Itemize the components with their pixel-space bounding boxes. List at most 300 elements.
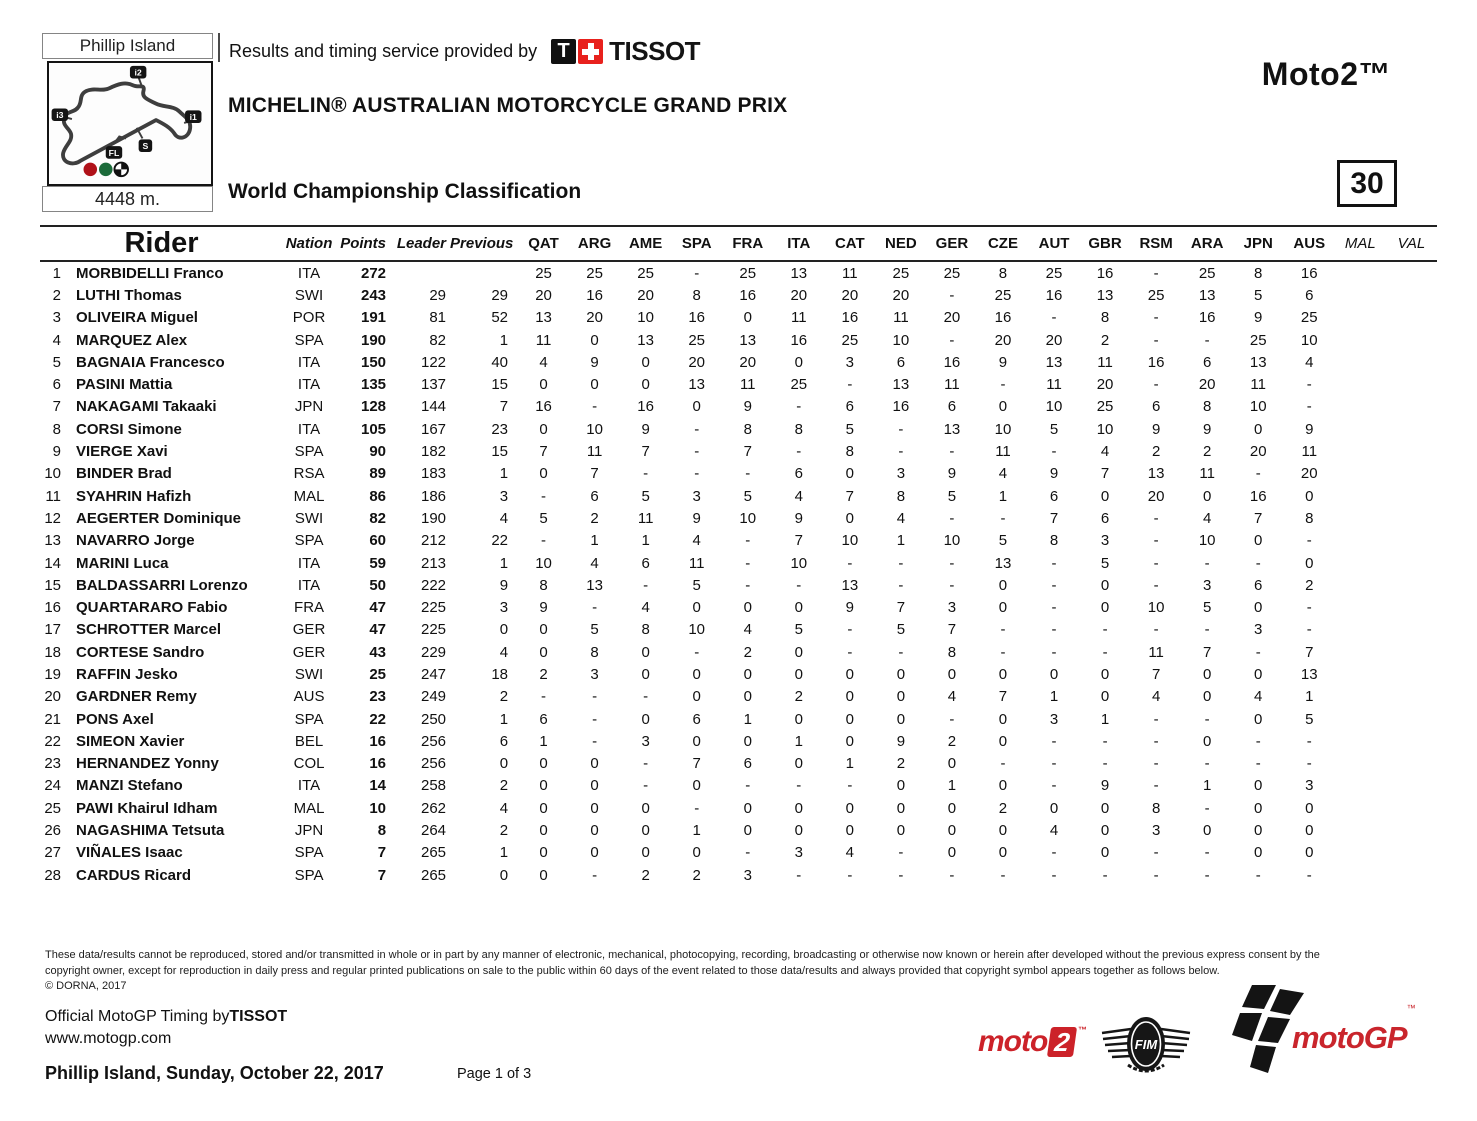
race-points: 20	[790, 286, 808, 304]
gap-to-previous: 7	[499, 398, 509, 416]
gap-to-leader: 262	[421, 799, 447, 817]
red-light-icon	[84, 163, 98, 177]
rider-name: NAKAGAMI Takaaki	[76, 398, 217, 416]
race-points: 25	[1045, 264, 1063, 282]
race-points: 8	[1151, 799, 1161, 817]
race-points: 0	[1254, 532, 1263, 550]
race-points: 0	[845, 799, 854, 817]
race-points: 8	[692, 286, 701, 304]
race-points: 0	[1202, 822, 1212, 840]
race-points: -	[1000, 621, 1006, 639]
gap-to-previous: 2	[499, 688, 509, 706]
rider-points: 243	[361, 286, 387, 304]
rider-points: 135	[361, 376, 387, 394]
race-points	[1386, 574, 1437, 596]
race-points: 4	[1202, 509, 1212, 527]
race-points: 8	[1254, 264, 1263, 282]
rider-position: 4	[52, 331, 61, 349]
race-points: 5	[794, 621, 803, 639]
table-row	[40, 842, 1437, 864]
gap-to-previous: 0	[499, 621, 509, 639]
race-points: -	[1051, 732, 1057, 750]
race-points: 0	[998, 822, 1008, 840]
gap-to-previous: 1	[499, 710, 509, 728]
race-points	[1386, 373, 1437, 395]
race-points: 8	[1202, 398, 1212, 416]
race-points: -	[1153, 309, 1159, 327]
rider-nation: ITA	[297, 264, 321, 282]
rider-nation: ITA	[297, 353, 321, 371]
race-points: -	[1306, 398, 1312, 416]
race-points: 3	[692, 487, 701, 505]
race-points: 25	[688, 331, 706, 349]
race-points: 1	[794, 732, 803, 750]
race-points: 9	[590, 353, 599, 371]
race-points: 13	[841, 576, 859, 594]
race-points: 3	[641, 732, 650, 750]
table-row	[40, 485, 1437, 507]
race-points	[1386, 864, 1437, 886]
race-points: 20	[1045, 331, 1063, 349]
gap-to-previous: 3	[499, 487, 509, 505]
race-points: -	[1051, 621, 1057, 639]
report-title: World Championship Classification	[228, 180, 582, 203]
race-points	[1335, 440, 1386, 462]
race-points: 11	[791, 309, 807, 327]
race-points: 9	[1151, 420, 1161, 438]
race-points: 0	[1254, 420, 1263, 438]
race-points: 0	[692, 688, 701, 706]
race-points: -	[847, 621, 853, 639]
race-points: 0	[896, 688, 906, 706]
race-points	[1335, 641, 1386, 663]
race-points: -	[898, 576, 904, 594]
trademark-symbol: ™	[1077, 1025, 1087, 1035]
gap-to-leader: 82	[429, 331, 447, 349]
race-points: 2	[641, 866, 650, 884]
race-points: 2	[1151, 443, 1161, 461]
race-points: -	[1051, 443, 1057, 461]
race-points: 9	[743, 398, 752, 416]
race-points: 5	[1202, 599, 1212, 617]
table-row	[40, 708, 1437, 730]
race-points	[1335, 753, 1386, 775]
rider-name: PAWI Khairul Idham	[76, 799, 218, 817]
race-points: 25	[892, 264, 910, 282]
race-points	[1386, 708, 1437, 730]
race-points: 0	[896, 777, 906, 795]
race-points	[1386, 619, 1437, 641]
race-points: 8	[947, 643, 957, 661]
race-points	[1335, 530, 1386, 552]
race-points: -	[1153, 509, 1159, 527]
race-points: 7	[1049, 509, 1059, 527]
race-points: 4	[641, 599, 650, 617]
race-points	[1335, 864, 1386, 886]
copyright-line-1: These data/results cannot be reproduced, stored and/or transmitted in whole or in part by any manner of electronic, mechanical, photocopying, recording, broadcasting or otherwise now known or herein after developed without the previous express consent by the	[45, 949, 1320, 961]
race-points: 2	[947, 732, 957, 750]
race-points	[1386, 552, 1437, 574]
fim-logo	[1098, 1013, 1194, 1084]
race-points: -	[796, 777, 802, 795]
race-points: 0	[1254, 665, 1263, 683]
gap-to-leader: 144	[421, 398, 447, 416]
race-points: 0	[794, 353, 803, 371]
race-points: 0	[590, 376, 599, 394]
race-points: 4	[794, 487, 803, 505]
rider-position: 11	[45, 487, 61, 505]
rider-nation: MAL	[293, 487, 325, 505]
race-points: -	[1204, 554, 1210, 572]
race-points: 0	[641, 376, 650, 394]
gap-to-leader: 264	[421, 822, 447, 840]
race-points: 0	[794, 799, 803, 817]
gap-to-leader: 265	[421, 844, 447, 862]
moto2-logo	[978, 1025, 1087, 1059]
race-points: 3	[896, 465, 906, 483]
rider-nation: POR	[292, 309, 326, 327]
race-points: 0	[539, 866, 548, 884]
race-points	[1335, 463, 1386, 485]
race-points: 1	[1100, 710, 1110, 728]
rider-points: 10	[369, 799, 387, 817]
race-points: 0	[1254, 799, 1263, 817]
race-points: 11	[1250, 376, 1266, 394]
race-points: 8	[1049, 532, 1059, 550]
label-finish-line: FL	[108, 147, 120, 158]
race-points: 9	[998, 353, 1008, 371]
race-points: 11	[637, 509, 654, 527]
race-points: 8	[794, 420, 803, 438]
race-points: 0	[1049, 665, 1059, 683]
rider-position: 5	[52, 353, 61, 371]
swiss-cross-icon	[578, 39, 603, 64]
race-points	[1335, 663, 1386, 685]
race-points: 13	[1198, 286, 1216, 304]
race-points: 0	[1202, 732, 1212, 750]
race-points: 25	[1096, 398, 1114, 416]
race-points: -	[898, 844, 904, 862]
race-points: 2	[896, 755, 906, 773]
race-points: -	[847, 376, 853, 394]
gap-to-leader: 29	[429, 286, 447, 304]
race-points: 13	[1249, 353, 1267, 371]
race-points: 2	[1305, 576, 1314, 594]
race-points: 0	[692, 599, 701, 617]
rider-name: CARDUS Ricard	[76, 866, 192, 884]
rider-name: MARQUEZ Alex	[76, 331, 188, 349]
track-map-drawing	[49, 63, 207, 180]
race-points: 7	[1202, 643, 1212, 661]
race-points: -	[1153, 710, 1159, 728]
race-points: 16	[1249, 487, 1267, 505]
rider-nation: ITA	[297, 554, 321, 572]
race-points: 0	[1202, 487, 1212, 505]
rider-position: 19	[44, 665, 61, 683]
rider-position: 12	[44, 509, 61, 527]
rider-name: BAGNAIA Francesco	[76, 353, 225, 371]
race-points: -	[592, 732, 598, 750]
race-points: -	[949, 286, 955, 304]
race-points: 25	[790, 376, 808, 394]
rider-nation: GER	[292, 621, 326, 639]
race-points: 5	[692, 576, 701, 594]
race-points: 1	[641, 532, 650, 550]
race-points: -	[1255, 866, 1261, 884]
race-points: 0	[1254, 822, 1263, 840]
race-points: -	[949, 710, 955, 728]
race-points: 0	[947, 822, 957, 840]
race-points: -	[1153, 755, 1159, 773]
rider-points: 22	[369, 710, 387, 728]
rider-points: 25	[369, 665, 387, 683]
race-points: 11	[688, 554, 705, 572]
race-points: -	[1153, 844, 1159, 862]
tissot-logo	[551, 36, 700, 67]
race-points: 7	[641, 443, 650, 461]
race-points: -	[1306, 732, 1312, 750]
race-points: -	[1102, 643, 1108, 661]
motogp-wordmark: motoGP	[1292, 1020, 1407, 1055]
rider-name: LUTHI Thomas	[76, 286, 182, 304]
race-points: 10	[892, 331, 910, 349]
race-points: -	[1204, 710, 1210, 728]
race-points: 8	[743, 420, 752, 438]
rider-points: 43	[369, 643, 387, 661]
race-points: 11	[944, 376, 960, 394]
rider-position: 13	[44, 532, 61, 550]
race-points: 0	[998, 665, 1008, 683]
race-points: 0	[1100, 576, 1110, 594]
rider-points: 191	[361, 309, 387, 327]
race-points	[1386, 663, 1437, 685]
race-points: -	[745, 576, 751, 594]
race-points: 0	[692, 732, 701, 750]
gap-to-previous: 4	[499, 643, 509, 661]
race-points: -	[898, 443, 904, 461]
rider-name: VIÑALES Isaac	[76, 844, 183, 862]
race-points: -	[1204, 866, 1210, 884]
race-points: 0	[1305, 822, 1314, 840]
race-points	[1386, 842, 1437, 864]
race-points: 8	[641, 621, 650, 639]
race-points: 0	[998, 844, 1008, 862]
table-row	[40, 440, 1437, 462]
race-points: 20	[892, 286, 910, 304]
race-points: -	[592, 688, 598, 706]
race-points: -	[898, 420, 904, 438]
race-points: 0	[845, 465, 854, 483]
race-points: 20	[1300, 465, 1318, 483]
gap-to-previous: 29	[491, 286, 509, 304]
rider-points: 16	[369, 755, 387, 773]
rider-name: PASINI Mattia	[76, 376, 173, 394]
race-points: 0	[1254, 710, 1263, 728]
class-name: Moto2™	[1261, 56, 1391, 92]
race-points: 2	[1202, 443, 1212, 461]
race-points: -	[1306, 532, 1312, 550]
gap-to-leader: 212	[421, 532, 447, 550]
race-points: 25	[1300, 309, 1318, 327]
rider-position: 6	[52, 376, 61, 394]
race-points	[1386, 284, 1437, 306]
race-points: 0	[539, 420, 548, 438]
race-points: 0	[692, 844, 701, 862]
track-map	[47, 61, 213, 186]
race-points: 9	[1254, 309, 1263, 327]
race-points: -	[1255, 732, 1261, 750]
race-points: 3	[743, 866, 752, 884]
rider-points: 272	[361, 264, 387, 282]
race-points	[1386, 641, 1437, 663]
race-points: 20	[637, 286, 654, 304]
race-points: 1	[947, 777, 957, 795]
table-row	[40, 819, 1437, 841]
race-points: 0	[692, 398, 701, 416]
race-points: 4	[896, 509, 906, 527]
race-points: 0	[1049, 799, 1059, 817]
race-points	[1335, 485, 1386, 507]
race-points: 16	[841, 309, 859, 327]
rider-points: 47	[369, 599, 387, 617]
rider-nation: GER	[292, 643, 326, 661]
column-header-arg: ARG	[569, 226, 620, 261]
race-points: 1	[1305, 688, 1314, 706]
race-points: 2	[539, 665, 548, 683]
race-points: 2	[590, 509, 599, 527]
race-points: 5	[998, 532, 1008, 550]
gap-to-leader: 256	[421, 732, 447, 750]
race-points: 13	[1045, 353, 1063, 371]
column-header-ame: AME	[620, 226, 671, 261]
race-points: 4	[998, 465, 1008, 483]
race-points: -	[1153, 554, 1159, 572]
race-points: 0	[743, 665, 752, 683]
rider-points: 60	[369, 532, 387, 550]
race-points: 7	[947, 621, 957, 639]
race-points: 0	[539, 799, 548, 817]
race-points: 3	[1100, 532, 1110, 550]
race-points: 4	[743, 621, 752, 639]
rider-points: 14	[369, 777, 387, 795]
race-points: 20	[994, 331, 1012, 349]
rider-nation: FRA	[294, 599, 325, 617]
race-points: 20	[1198, 376, 1216, 394]
race-points: 25	[994, 286, 1012, 304]
gap-to-previous: 3	[499, 599, 509, 617]
rider-nation: SWI	[294, 509, 324, 527]
rider-points: 128	[361, 398, 387, 416]
rider-name: SIMEON Xavier	[76, 732, 185, 750]
rider-name: SCHROTTER Marcel	[76, 621, 222, 639]
gap-to-previous: 4	[499, 509, 509, 527]
race-points: -	[847, 643, 853, 661]
gap-to-leader: 122	[421, 353, 447, 371]
race-points	[1335, 373, 1386, 395]
race-points	[1335, 284, 1386, 306]
race-points: 0	[590, 799, 599, 817]
race-points: 0	[539, 822, 548, 840]
race-points: 0	[947, 844, 957, 862]
race-points: 11	[1148, 643, 1164, 661]
race-points: 16	[1147, 353, 1165, 371]
race-points: 0	[947, 755, 957, 773]
race-points	[1386, 596, 1437, 618]
race-points: 0	[998, 777, 1008, 795]
rider-name: OLIVEIRA Miguel	[76, 309, 198, 327]
gap-to-previous: 15	[491, 443, 509, 461]
race-points: 6	[794, 465, 803, 483]
table-row	[40, 596, 1437, 618]
rider-nation: JPN	[294, 822, 324, 840]
race-points: 1	[1049, 688, 1059, 706]
rider-position: 25	[44, 799, 61, 817]
rider-name: CORSI Simone	[76, 420, 182, 438]
rider-position: 14	[44, 554, 61, 572]
gap-to-leader: 225	[421, 599, 447, 617]
gap-to-previous: 0	[499, 755, 509, 773]
race-points: 1	[539, 732, 548, 750]
race-points: 6	[947, 398, 957, 416]
race-points: 0	[743, 732, 752, 750]
race-points: 9	[845, 599, 854, 617]
race-points: -	[1000, 755, 1006, 773]
race-points: -	[949, 866, 955, 884]
race-points: 13	[790, 264, 808, 282]
column-header-qat: QAT	[518, 226, 569, 261]
rider-name: BINDER Brad	[76, 465, 172, 483]
race-points: 0	[539, 465, 548, 483]
race-points: 5	[845, 420, 854, 438]
column-header-val: VAL	[1386, 226, 1437, 261]
race-points: -	[1051, 599, 1057, 617]
race-points: 6	[1049, 487, 1059, 505]
gap-to-leader: 186	[421, 487, 447, 505]
race-points: -	[1153, 331, 1159, 349]
race-points: 16	[535, 398, 552, 416]
race-points: -	[1153, 264, 1159, 282]
rider-name: AEGERTER Dominique	[76, 509, 242, 527]
race-points: 25	[1147, 286, 1165, 304]
race-points: 11	[739, 376, 756, 394]
rider-position: 9	[52, 443, 61, 461]
race-points: -	[847, 777, 853, 795]
race-points: 20	[943, 309, 961, 327]
race-points: 16	[637, 398, 654, 416]
race-points	[1386, 440, 1437, 462]
race-points: 25	[739, 264, 757, 282]
race-points: 7	[896, 599, 906, 617]
rider-nation: AUS	[293, 688, 325, 706]
race-points: -	[1255, 554, 1261, 572]
race-points: 0	[794, 822, 803, 840]
race-points: 5	[1100, 554, 1110, 572]
race-points: 13	[1147, 465, 1165, 483]
race-points: 0	[641, 665, 650, 683]
race-points: 10	[790, 554, 808, 572]
label-i2: i2	[134, 67, 142, 78]
rider-points: 47	[369, 621, 387, 639]
rider-points: 59	[369, 554, 387, 572]
motogp-logo	[1228, 983, 1416, 1075]
race-points: 5	[896, 621, 906, 639]
race-points: -	[694, 443, 700, 461]
race-points: 4	[1100, 443, 1110, 461]
race-points: 4	[947, 688, 957, 706]
race-points: -	[1102, 621, 1108, 639]
green-light-icon	[99, 163, 113, 177]
race-points: 5	[1254, 286, 1263, 304]
